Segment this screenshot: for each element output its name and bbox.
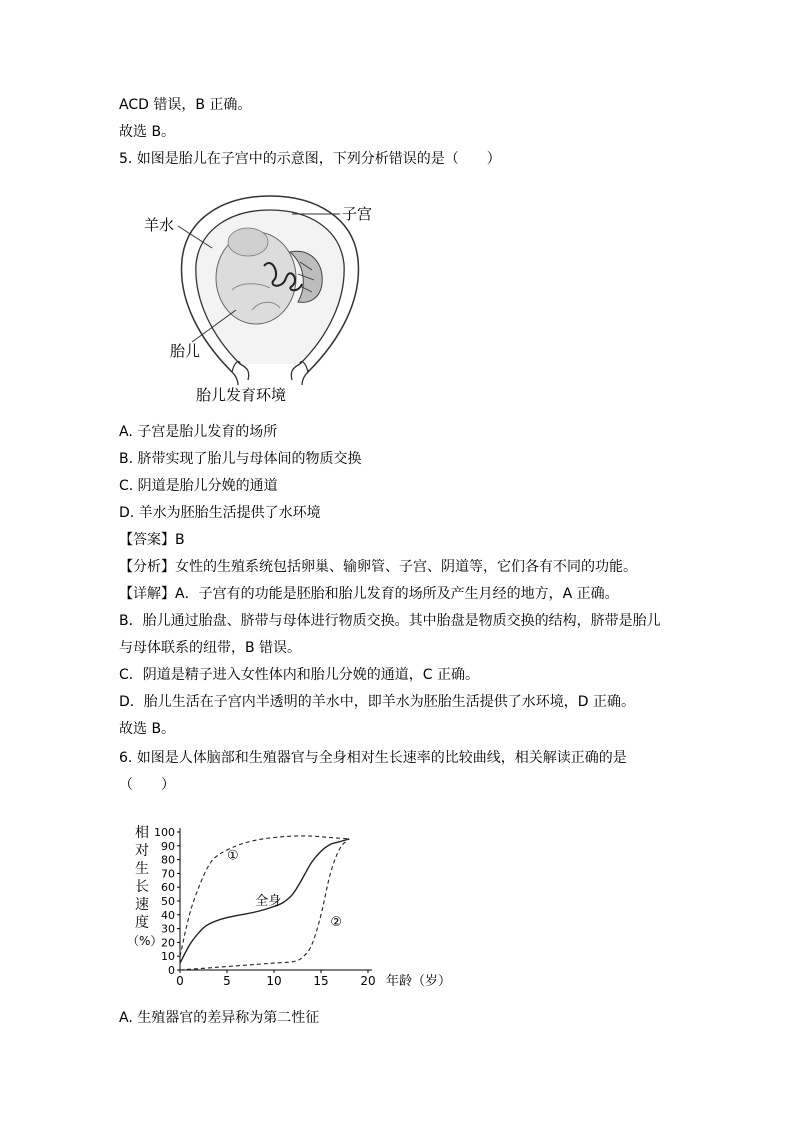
detail: 【详解】A．子宫有的功能是胚胎和胎儿发育的场所及产生月经的地方，A 正确。 — [119, 586, 619, 602]
y-label-char: 对 — [135, 843, 149, 859]
x-tick-label: 0 — [176, 974, 184, 988]
answer: 【答案】B — [119, 532, 185, 548]
whole-body-label: 全身 — [255, 894, 282, 910]
fetus-head — [228, 228, 268, 256]
y-tick-label: 60 — [161, 881, 175, 895]
figure-1-caption: 胎儿发育环境 — [196, 386, 287, 404]
x-tick-label: 10 — [266, 974, 282, 988]
y-label-char: 速 — [135, 897, 149, 913]
chart-annotations — [227, 849, 342, 930]
option-b: B. 脐带实现了胎儿与母体间的物质交换 — [119, 451, 362, 467]
y-tick-label: 40 — [161, 908, 175, 922]
y-tick-label: 80 — [161, 853, 175, 867]
x-tick-label: 5 — [223, 974, 231, 988]
analysis: 【分析】女性的生殖系统包括卵巢、输卵管、子宫、阴道等，它们各有不同的功能。 — [119, 559, 637, 575]
option-d: D. 羊水为胚胎生活提供了水环境 — [119, 505, 321, 521]
y-tick-label: 30 — [161, 922, 175, 936]
y-label-char: 长 — [135, 879, 149, 895]
y-tick-label: 0 — [168, 964, 175, 977]
y-axis-label — [127, 824, 162, 948]
option-a: A. 子宫是胎儿发育的场所 — [119, 424, 278, 440]
chart-ticks — [154, 826, 451, 989]
detail-d: D．胎儿生活在子宫内半透明的羊水中，即羊水为胚胎生活提供了水环境，D 正确。 — [119, 694, 636, 710]
label-amniotic: 羊水 — [144, 216, 175, 234]
y-label-char: 生 — [135, 861, 149, 877]
detail-b: B．胎儿通过胎盘、脐带与母体进行物质交换。其中胎盘是物质交换的结构，脐带是胎儿 — [119, 613, 661, 629]
text-line: 故选 B。 — [119, 124, 176, 140]
x-axis-label: 年龄（岁） — [386, 974, 452, 989]
label-uterus: 子宫 — [342, 205, 373, 223]
y-label-char: 度 — [135, 915, 149, 931]
y-label-char: 相 — [135, 825, 149, 841]
fetus-uterus-figure — [140, 190, 400, 410]
question-6-paren: （ ） — [119, 777, 175, 793]
y-tick-label: 100 — [154, 826, 175, 839]
option-c: C. 阴道是胎儿分娩的通道 — [119, 478, 278, 494]
y-tick-label: 50 — [161, 895, 175, 908]
x-tick-label: 15 — [313, 974, 329, 988]
vagina-canal — [232, 364, 308, 385]
detail-c: C．阴道是精子进入女性体内和胎儿分娩的通道，C 正确。 — [119, 667, 479, 683]
detail-b-cont: 与母体联系的纽带，B 错误。 — [119, 640, 302, 656]
question-5-stem: 5. 如图是胎儿在子宫中的示意图，下列分析错误的是（ ） — [119, 151, 501, 167]
question-6-stem: 6. 如图是人体脑部和生殖器官与全身相对生长速率的比较曲线，相关解读正确的是 — [119, 750, 627, 766]
y-tick-label: 20 — [161, 936, 175, 950]
y-tick-label: 10 — [161, 950, 175, 964]
conclusion: 故选 B。 — [119, 721, 176, 737]
question-6-option-a: A. 生殖器官的差异称为第二性征 — [119, 1010, 320, 1026]
series-1-label: ① — [227, 848, 239, 864]
text-line: ACD 错误，B 正确。 — [119, 97, 252, 113]
growth-curve-chart — [125, 815, 465, 995]
label-fetus: 胎儿 — [170, 342, 201, 360]
y-label-unit: （%） — [127, 934, 163, 948]
y-tick-label: 90 — [161, 839, 175, 853]
series-2-label: ② — [330, 914, 343, 930]
y-tick-label: 70 — [161, 867, 175, 881]
x-tick-label: 20 — [360, 974, 376, 988]
